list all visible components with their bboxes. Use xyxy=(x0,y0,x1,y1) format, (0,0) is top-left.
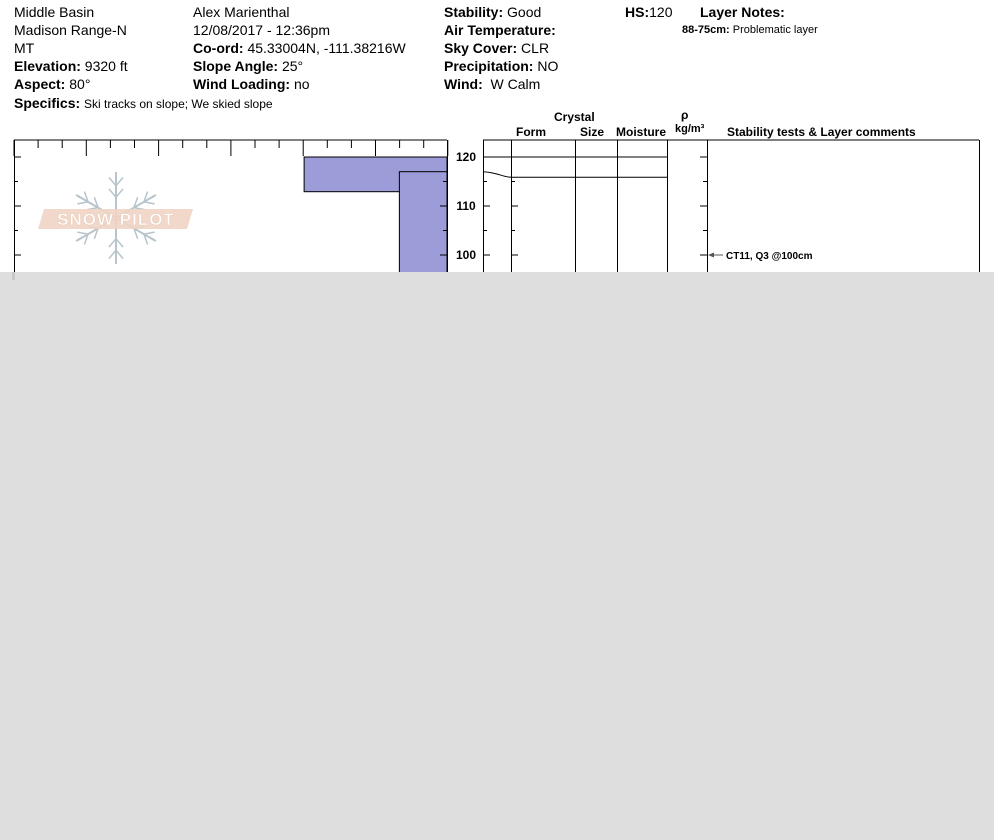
snowflake-branch xyxy=(109,239,116,247)
air-temp-label: Air Temperature: xyxy=(444,22,556,38)
rho-header: ρ xyxy=(681,108,689,122)
stability-test-annotations xyxy=(708,251,813,262)
coord-value: 45.33004N, -111.38216W xyxy=(247,40,406,56)
layer-note-range: 88-75cm: xyxy=(682,24,730,36)
chart-frame xyxy=(14,140,980,272)
stability-test-arrowhead xyxy=(708,253,714,258)
layer-notes-label: Layer Notes: xyxy=(700,4,785,20)
wind-label: Wind: xyxy=(444,76,483,92)
slope-value: 25° xyxy=(281,58,304,74)
form-header: Form xyxy=(516,125,546,139)
snowflake-branch xyxy=(109,189,116,197)
hs-value: 120 xyxy=(649,4,673,20)
snowflake-branch xyxy=(144,232,155,234)
aspect-label: Aspect: xyxy=(14,76,66,92)
elevation-value: 9320 ft xyxy=(84,58,128,74)
specifics-value: Ski tracks on slope; We skied slope xyxy=(84,97,273,111)
density-unit-header: kg/m³ xyxy=(675,123,705,135)
slope-label: Slope Angle: xyxy=(193,58,279,74)
wind-loading-value: no xyxy=(293,76,310,92)
aspect-value: 80° xyxy=(69,76,91,92)
state: MT xyxy=(14,40,35,56)
hs-label: HS: xyxy=(625,4,650,20)
snow-pilot-logo xyxy=(38,172,193,264)
stability-value: Good xyxy=(507,4,542,20)
precip-label: Precipitation: xyxy=(444,58,534,74)
depth-tick-label: 120 xyxy=(455,150,477,164)
location-name: Middle Basin xyxy=(14,4,95,20)
moisture-header: Moisture xyxy=(616,125,667,139)
precip-value: NO xyxy=(537,58,559,74)
snowflake-branch xyxy=(109,250,116,258)
depth-tick-label: 100 xyxy=(455,248,477,262)
elevation-label: Elevation: xyxy=(14,58,81,74)
snowflake-branch xyxy=(109,177,116,185)
depth-tick-label: 110 xyxy=(456,199,476,213)
size-header: Size xyxy=(580,125,605,139)
layer-connector xyxy=(483,172,511,178)
wind-loading-label: Wind Loading: xyxy=(193,76,291,92)
hardness-bar xyxy=(399,172,447,272)
sheet-shadow xyxy=(12,272,15,280)
snow-profile-chart xyxy=(0,0,994,272)
sky-label: Sky Cover: xyxy=(444,40,518,56)
layer-note-text: Problematic layer xyxy=(732,24,818,36)
snow-profile-sheet xyxy=(0,0,994,272)
wind-value: W Calm xyxy=(490,76,541,92)
snowflake-branch xyxy=(144,202,155,204)
snowflake-branch xyxy=(77,232,88,234)
observer-name: Alex Marienthal xyxy=(193,4,290,20)
sky-value: CLR xyxy=(521,40,550,56)
mountain-range: Madison Range-N xyxy=(14,22,127,38)
snowflake-branch xyxy=(116,239,123,247)
comments-header: Stability tests & Layer comments xyxy=(727,125,916,139)
hardness-bars xyxy=(304,157,447,272)
crystal-header: Crystal xyxy=(554,110,595,124)
observation-datetime: 12/08/2017 - 12:36pm xyxy=(193,22,330,38)
snowflake-branch xyxy=(116,250,123,258)
stability-test-label: CT11, Q3 @100cm xyxy=(726,251,813,262)
specifics-label: Specifics: xyxy=(14,95,81,111)
snowflake-branch xyxy=(77,202,88,204)
coord-label: Co-ord: xyxy=(193,40,244,56)
snowflake-branch xyxy=(116,177,123,185)
logo-text: SNOW PILOT xyxy=(57,210,175,229)
snowflake-branch xyxy=(116,189,123,197)
stability-label: Stability: xyxy=(444,4,504,20)
